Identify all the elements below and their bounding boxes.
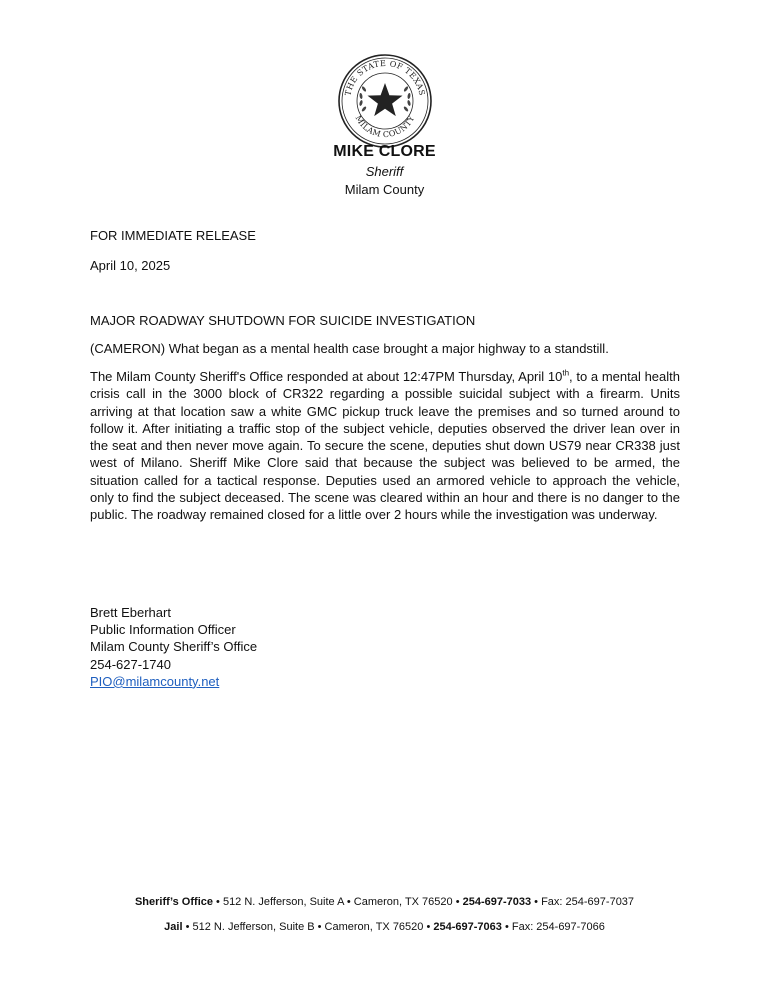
county-seal [337, 53, 433, 149]
footer-jail-label: Jail [164, 921, 183, 933]
release-date: April 10, 2025 [90, 258, 171, 273]
star-icon [368, 83, 403, 116]
county-name: Milam County [344, 182, 425, 197]
footer-office-fax: • Fax: 254-697-7037 [531, 896, 635, 908]
footer-office-phone: 254-697-7033 [462, 896, 532, 908]
body-paragraph [90, 368, 680, 524]
footer-jail-fax: • Fax: 254-697-7066 [501, 921, 605, 933]
footer-jail [0, 921, 769, 933]
contact-block [90, 604, 257, 690]
footer-sheriff-office [0, 896, 769, 908]
body-text-2: , to a mental health crisis call in the 3000 block of CR322 regarding a possible suicidal subject with a firearm. Units arriving at that location saw a white GMC pickup truck leave the premises and so turned around to follow it. After initiating a traffic stop of the subject vehicle, deputies observed the driver lean over in the seat and then never move again. To secure the scene, deputies shut down US79 near CR338 just west of Milano. Sheriff Mike Clore said that because the subject was believed to be armed, the situation called for a tactical response. Deputies used an armored vehicle to approach the vehicle, only to find the subject deceased. The scene was cleared within an hour and there is no danger to the public. The roadway remained closed for a little over 2 hours while the investigation was underway. [90, 369, 680, 523]
svg-text:MILAM COUNTY [353, 114, 416, 139]
seal-bottom-text: MILAM COUNTY [353, 113, 417, 140]
contact-office: Milam County Sheriff’s Office [90, 639, 258, 655]
contact-email-link[interactable]: PIO@milamcounty.net [90, 673, 220, 689]
body-text-1: The Milam County Sheriff's Office responded at about 12:47PM Thursday, April 10 [90, 369, 563, 384]
footer-jail-phone: 254-697-7063 [433, 921, 502, 933]
footer-jail-address: • 512 N. Jefferson, Suite B • Cameron, TX 76520 • [182, 921, 434, 933]
contact-title: Public Information Officer [90, 622, 236, 638]
footer-office-address: • 512 N. Jefferson, Suite A • Cameron, TX 76520 • [212, 896, 463, 908]
seal-top-text: THE STATE OF TEXAS [343, 58, 427, 97]
lede: (CAMERON) What began as a mental health case brought a major highway to a standstill. [90, 341, 609, 356]
footer-office-label: Sheriff’s Office [134, 896, 213, 908]
body-superscript: th [562, 368, 570, 378]
contact-phone: 254-627-1740 [90, 656, 171, 672]
sheriff-name: MIKE CLORE [333, 143, 436, 160]
headline: MAJOR ROADWAY SHUTDOWN FOR SUICIDE INVESTIGATION [90, 313, 476, 328]
release-label: FOR IMMEDIATE RELEASE [90, 228, 256, 243]
contact-name: Brett Eberhart [90, 605, 171, 620]
sheriff-title: Sheriff [365, 164, 404, 179]
